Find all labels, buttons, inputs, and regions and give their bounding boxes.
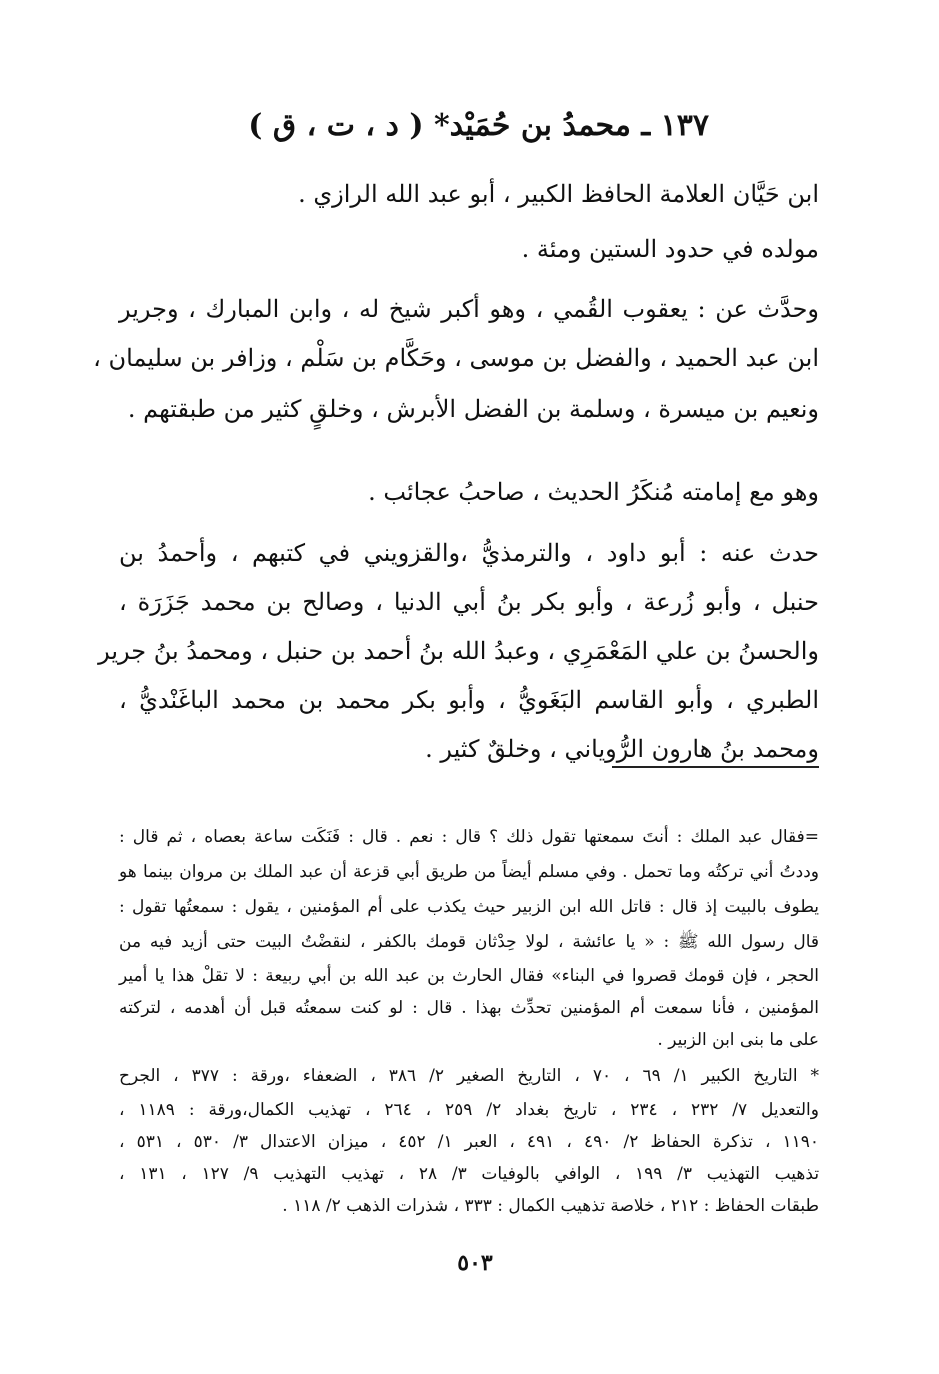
footnote-line: طبقات الحفاظ : ٢١٢ ، خلاصة تذهيب الكمال : ٣٣٣ ، شذرات الذهب ٢/ ١١٨ . <box>282 1196 819 1216</box>
body-line: ابن حَيَّان العلامة الحافظ الكبير ، أبو عبد الله الرازي . <box>298 180 819 208</box>
footnote-line: يطوف بالبيت إذ قال : قاتل الله ابن الزبير حيث يكذب على أم المؤمنين ، يقول : سمعتُها تقول : <box>119 897 819 917</box>
body-line: ابن عبد الحميد ، والفضل بن موسى ، وحَكَّام بن سَلْم ، وزافر بن سليمان ، <box>93 344 819 372</box>
footnote-line: والتعديل ٧/ ٢٣٢ ، ٢٣٤ ، تاريخ بغداد ٢/ ٢٥٩ ، ٢٦٤ ، تهذيب الكمال،ورقة : ١١٨٩ ، <box>119 1100 819 1120</box>
body-line: حدث عنه : أبو داود ، والترمذيُّ ،والقزويني في كتبهم ، وأحمدُ بن <box>119 539 819 567</box>
entry-title: ١٣٧ ـ محمدُ بن حُمَيْد* ( د ، ت ، ق ) <box>248 108 709 143</box>
body-line: وهو مع إمامته مُنكَرُ الحديث ، صاحبُ عجائب . <box>368 478 819 506</box>
body-line: الطبري ، وأبو القاسم البَغَويُّ ، وأبو بكر محمد بن محمد الباغَنْديُّ ، <box>119 686 819 714</box>
footnote-line: تذهيب التهذيب ٣/ ١٩٩ ، الوافي بالوفيات ٣/ ٢٨ ، تهذيب التهذيب ٩/ ١٢٧ ، ١٣١ ، <box>119 1164 820 1184</box>
body-line: ومحمد بنُ هارون الرُّوياني ، وخلقٌ كثير . <box>425 735 819 763</box>
footnote-line: وددتُ أني تركتُه وما تحمل . وفي مسلم أيضاً من طريق أبي قزعة أن عبد الملك بن مروان بينما هو <box>119 862 819 882</box>
footnote-separator <box>612 766 819 768</box>
body-line: والحسنُ بن علي المَعْمَرِي ، وعبدُ الله بنُ أحمد بن حنبل ، ومحمدُ بنُ جرير <box>98 637 819 665</box>
footnote-line: =فقال عبد الملك : أنتَ سمعتها تقول ذلك ؟ قال : نعم . قال : فَنَكَت ساعة بعصاه ، ثم قال : <box>119 827 819 847</box>
body-line: ونعيم بن ميسرة ، وسلمة بن الفضل الأبرش ، وخلقٍ كثير من طبقتهم . <box>127 395 819 423</box>
footnote-line: المؤمنين ، فأنا سمعت أم المؤمنين تحدِّث بهذا . قال : لو كنت سمعتُه قبل أن أهدمه ، لتركته <box>119 998 819 1018</box>
footnote-line: ١١٩٠ ، تذكرة الحفاظ ٢/ ٤٩٠ ، ٤٩١ ، العبر ١/ ٤٥٢ ، ميزان الاعتدال ٣/ ٥٣٠ ، ٥٣١ ، <box>119 1132 820 1152</box>
footnote-line: الحجر ، فإن قومك قصروا في البناء» فقال الحارث بن عبد الله بن أبي ربيعة : لا تقلْ هذا يا أمير <box>119 966 819 986</box>
body-line: مولده في حدود الستين ومئة . <box>521 235 819 263</box>
body-line: حنبل ، وأبو زُرعة ، وأبو بكر بنُ أبي الدنيا ، وصالح بن محمد جَزَرَة ، <box>119 588 819 616</box>
footnote-line: على ما بنى ابن الزبير . <box>657 1030 819 1050</box>
footnote-line: * التاريخ الكبير ١/ ٦٩ ، ٧٠ ، التاريخ الصغير ٢/ ٣٨٦ ، الضعفاء ،ورقة : ٣٧٧ ، الجرح <box>119 1066 819 1086</box>
body-line: وحدَّث عن : يعقوب القُمي ، وهو أكبر شيخ له ، وابن المبارك ، وجرير <box>119 295 819 323</box>
footnote-line: قال رسول الله ﷺ : « يا عائشة ، لولا حِدْثان قومك بالكفر ، لنقضْتُ البيت حتى أزيد فيه من <box>119 932 819 952</box>
page-number: ٥٠٣ <box>457 1250 493 1276</box>
